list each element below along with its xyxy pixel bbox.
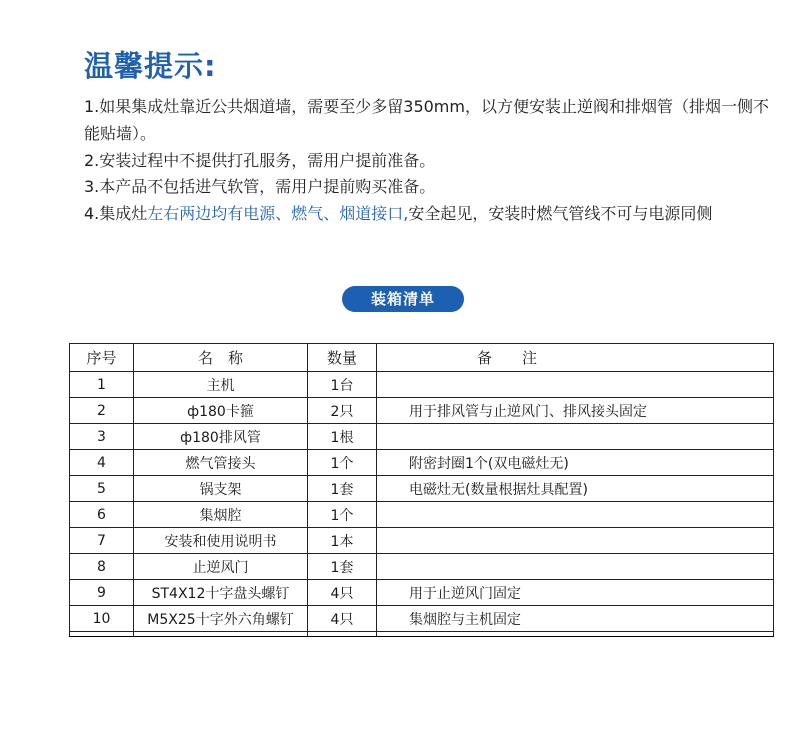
note-cell: 附密封圈1个(双电磁灶无) xyxy=(377,450,774,476)
row-number-cell: 9 xyxy=(70,580,134,606)
item-name-cell xyxy=(134,632,308,638)
quantity-cell: 1个 xyxy=(308,502,377,528)
item-name-cell: 集烟腔 xyxy=(134,502,308,528)
notice-item-4-prefix: 4.集成灶 xyxy=(84,204,148,224)
item-name-cell: ST4X12十字盘头螺钉 xyxy=(134,580,308,606)
notice-item-4-suffix: 安全起见，安装时燃气管线不可与电源同侧 xyxy=(408,204,713,224)
quantity-cell: 1根 xyxy=(308,424,377,450)
note-cell xyxy=(377,632,774,638)
table-row xyxy=(70,554,774,580)
notice-item-1: 1.如果集成灶靠近公共烟道墙，需要至少多留350mm，以方便安装止逆阀和排烟管（排烟一侧不能贴墙）。 xyxy=(84,97,769,143)
row-number-cell: 6 xyxy=(70,502,134,528)
notice-title: 温馨提示: xyxy=(84,49,217,83)
item-name-cell: ф180排风管 xyxy=(134,424,308,450)
notice-list xyxy=(84,94,774,228)
row-number-cell: 2 xyxy=(70,398,134,424)
row-number-cell: 8 xyxy=(70,554,134,580)
note-cell xyxy=(377,424,774,450)
table-row xyxy=(70,632,774,638)
note-cell xyxy=(377,528,774,554)
note-cell xyxy=(377,554,774,580)
row-number-cell: 5 xyxy=(70,476,134,502)
table-header-row xyxy=(70,344,774,372)
quantity-cell: 4只 xyxy=(308,606,377,632)
table-row xyxy=(70,372,774,398)
notice-item-3: 3.本产品不包括进气软管，需用户提前购买准备。 xyxy=(84,177,436,197)
quantity-cell: 4只 xyxy=(308,580,377,606)
table-row xyxy=(70,580,774,606)
note-cell: 电磁灶无(数量根据灶具配置) xyxy=(377,476,774,502)
table-row xyxy=(70,424,774,450)
quantity-cell: 1台 xyxy=(308,372,377,398)
note-cell: 用于排风管与止逆风门、排风接头固定 xyxy=(377,398,774,424)
quantity-cell: 1本 xyxy=(308,528,377,554)
table-row xyxy=(70,398,774,424)
item-name-cell: 安装和使用说明书 xyxy=(134,528,308,554)
notice-item-4 xyxy=(84,201,774,228)
row-number-cell: 10 xyxy=(70,606,134,632)
row-number-cell: 4 xyxy=(70,450,134,476)
packing-list-title-badge: 装箱清单 xyxy=(342,286,464,312)
packing-table-container xyxy=(69,343,774,637)
packing-table-body xyxy=(70,372,774,638)
column-header-number: 序号 xyxy=(70,344,134,372)
quantity-cell: 1套 xyxy=(308,554,377,580)
quantity-cell: 1个 xyxy=(308,450,377,476)
quantity-cell xyxy=(308,632,377,638)
item-name-cell: ф180卡箍 xyxy=(134,398,308,424)
quantity-cell: 1套 xyxy=(308,476,377,502)
column-header-name: 名 称 xyxy=(134,344,308,372)
table-row xyxy=(70,450,774,476)
item-name-cell: 止逆风门 xyxy=(134,554,308,580)
row-number-cell xyxy=(70,632,134,638)
note-cell: 用于止逆风门固定 xyxy=(377,580,774,606)
table-row xyxy=(70,502,774,528)
notice-item-4-highlight: 左右两边均有电源、燃气、烟道接口, xyxy=(147,204,409,224)
row-number-cell: 1 xyxy=(70,372,134,398)
table-row xyxy=(70,476,774,502)
notice-item-2: 2.安装过程中不提供打孔服务，需用户提前准备。 xyxy=(84,150,436,170)
item-name-cell: 主机 xyxy=(134,372,308,398)
quantity-cell: 2只 xyxy=(308,398,377,424)
column-header-note xyxy=(377,344,774,372)
row-number-cell: 3 xyxy=(70,424,134,450)
item-name-cell: 燃气管接头 xyxy=(134,450,308,476)
table-row xyxy=(70,528,774,554)
note-cell xyxy=(377,502,774,528)
column-header-note-label: 备 注 xyxy=(476,349,537,367)
row-number-cell: 7 xyxy=(70,528,134,554)
item-name-cell: M5X25十字外六角螺钉 xyxy=(134,606,308,632)
table-row xyxy=(70,606,774,632)
item-name-cell: 锅支架 xyxy=(134,476,308,502)
note-cell: 集烟腔与主机固定 xyxy=(377,606,774,632)
note-cell xyxy=(377,372,774,398)
packing-table xyxy=(69,343,774,637)
column-header-quantity: 数量 xyxy=(308,344,377,372)
